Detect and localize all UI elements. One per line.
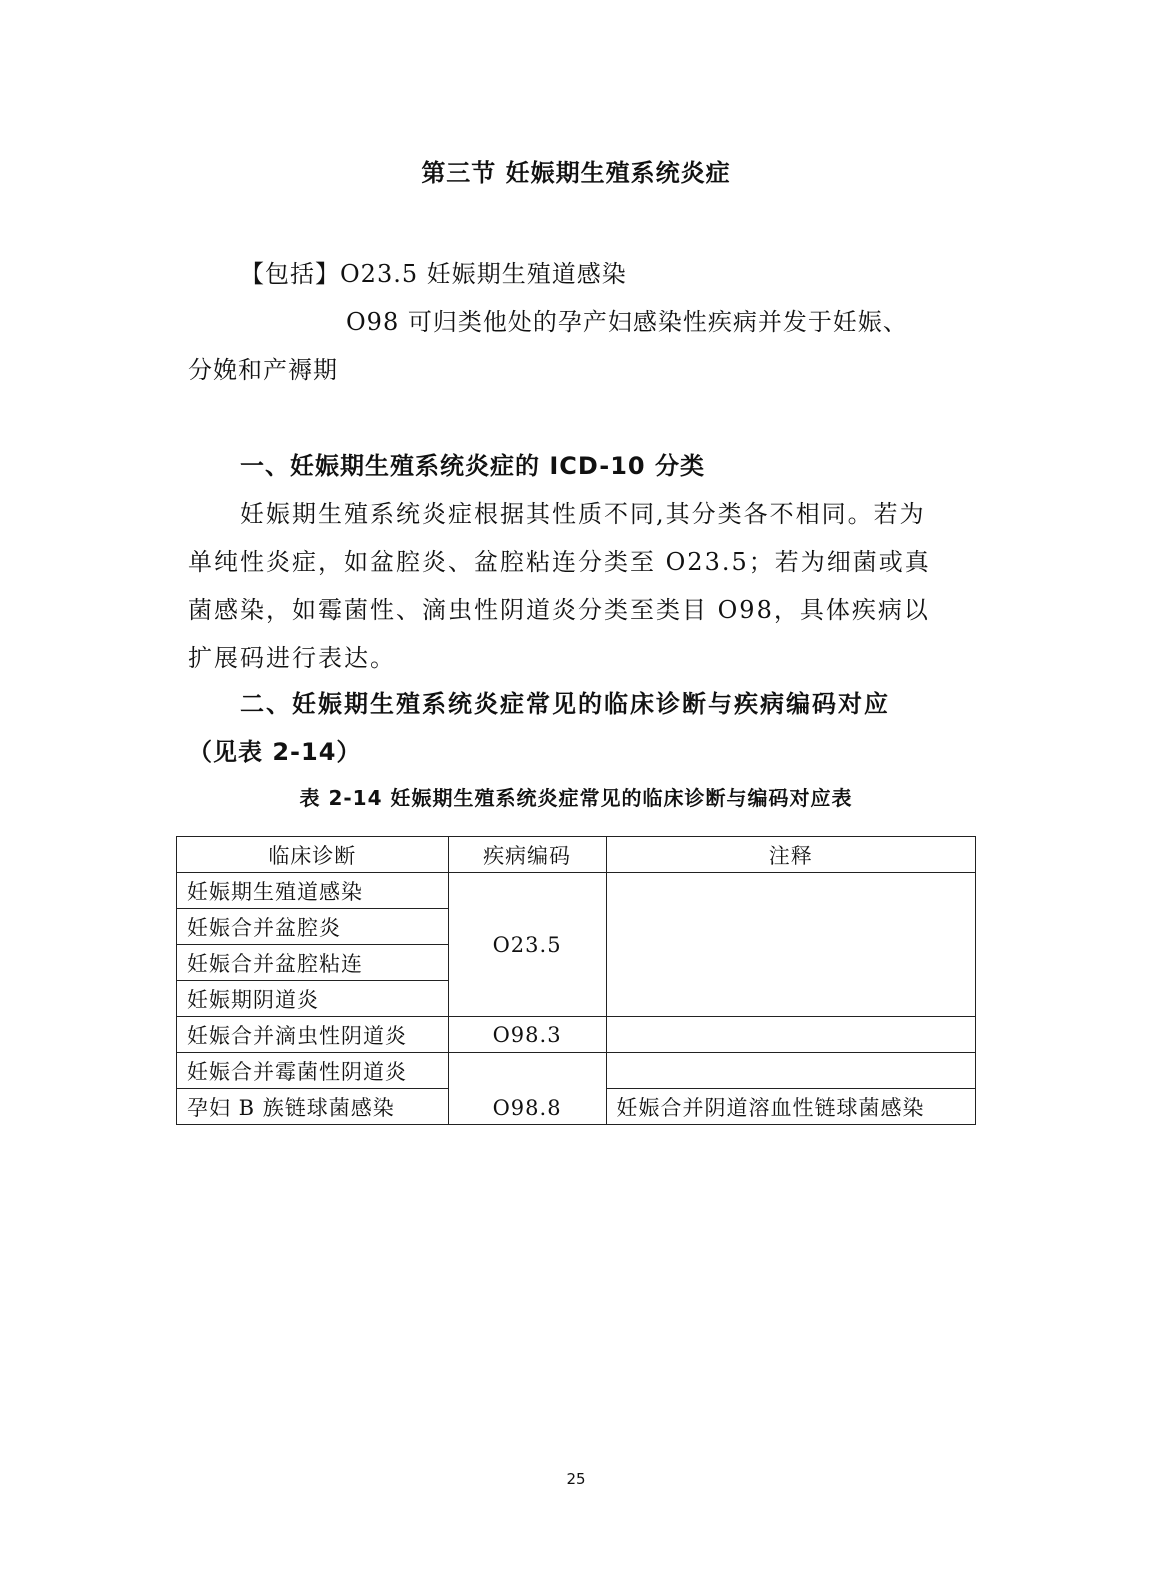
includes-line-2: O98 可归类他处的孕产妇感染性疾病并发于妊娠、: [346, 308, 908, 336]
paragraph-text: 妊娠期生殖系统炎症根据其性质不同,其分类各不相同。若为单纯性炎症，如盆腔炎、盆腔粘连分类至 O23.5；若为细菌或真菌感染，如霉菌性、滴虫性阴道炎分类至类目 O98，具体疾病以扩展码进行表达。: [188, 500, 931, 672]
table-row: [177, 1053, 976, 1089]
diagnosis-cell: 孕妇 B 族链球菌感染: [177, 1089, 449, 1125]
diagnosis-cell: 妊娠合并霉菌性阴道炎: [177, 1053, 449, 1089]
notes-cell: [606, 1017, 975, 1053]
header-notes: 注释: [606, 837, 975, 873]
table-caption: 表 2-14 妊娠期生殖系统炎症常见的临床诊断与编码对应表: [299, 786, 853, 810]
heading-diagnosis-mapping-cont: （见表 2-14）: [188, 738, 362, 766]
table-row: [177, 1017, 976, 1053]
notes-cell: [606, 873, 975, 1017]
code-cell: O98.3: [448, 1017, 606, 1053]
diagnosis-cell: 妊娠期阴道炎: [177, 981, 449, 1017]
page-number: 25: [566, 1470, 586, 1488]
notes-cell: [606, 1053, 975, 1089]
notes-cell: 妊娠合并阴道溶血性链球菌感染: [606, 1089, 975, 1125]
diagnosis-cell: 妊娠合并盆腔炎: [177, 909, 449, 945]
code-cell: O98.8: [448, 1053, 606, 1125]
section-title: 第三节 妊娠期生殖系统炎症: [421, 159, 731, 187]
includes-line-1: 【包括】O23.5 妊娠期生殖道感染: [240, 260, 627, 288]
diagnosis-cell: 妊娠合并盆腔粘连: [177, 945, 449, 981]
table-row: [177, 873, 976, 909]
heading-diagnosis-mapping: 二、妊娠期生殖系统炎症常见的临床诊断与疾病编码对应: [240, 690, 890, 718]
heading-classification: 一、妊娠期生殖系统炎症的 ICD-10 分类: [240, 452, 705, 480]
code-cell: O23.5: [448, 873, 606, 1017]
table-header-row: [177, 837, 976, 873]
body-paragraph: [188, 490, 948, 682]
includes-line-3: 分娩和产褥期: [188, 356, 338, 384]
diagnosis-cell: 妊娠期生殖道感染: [177, 873, 449, 909]
header-code: 疾病编码: [448, 837, 606, 873]
diagnosis-code-table: [176, 836, 976, 1125]
diagnosis-cell: 妊娠合并滴虫性阴道炎: [177, 1017, 449, 1053]
header-diagnosis: 临床诊断: [177, 837, 449, 873]
